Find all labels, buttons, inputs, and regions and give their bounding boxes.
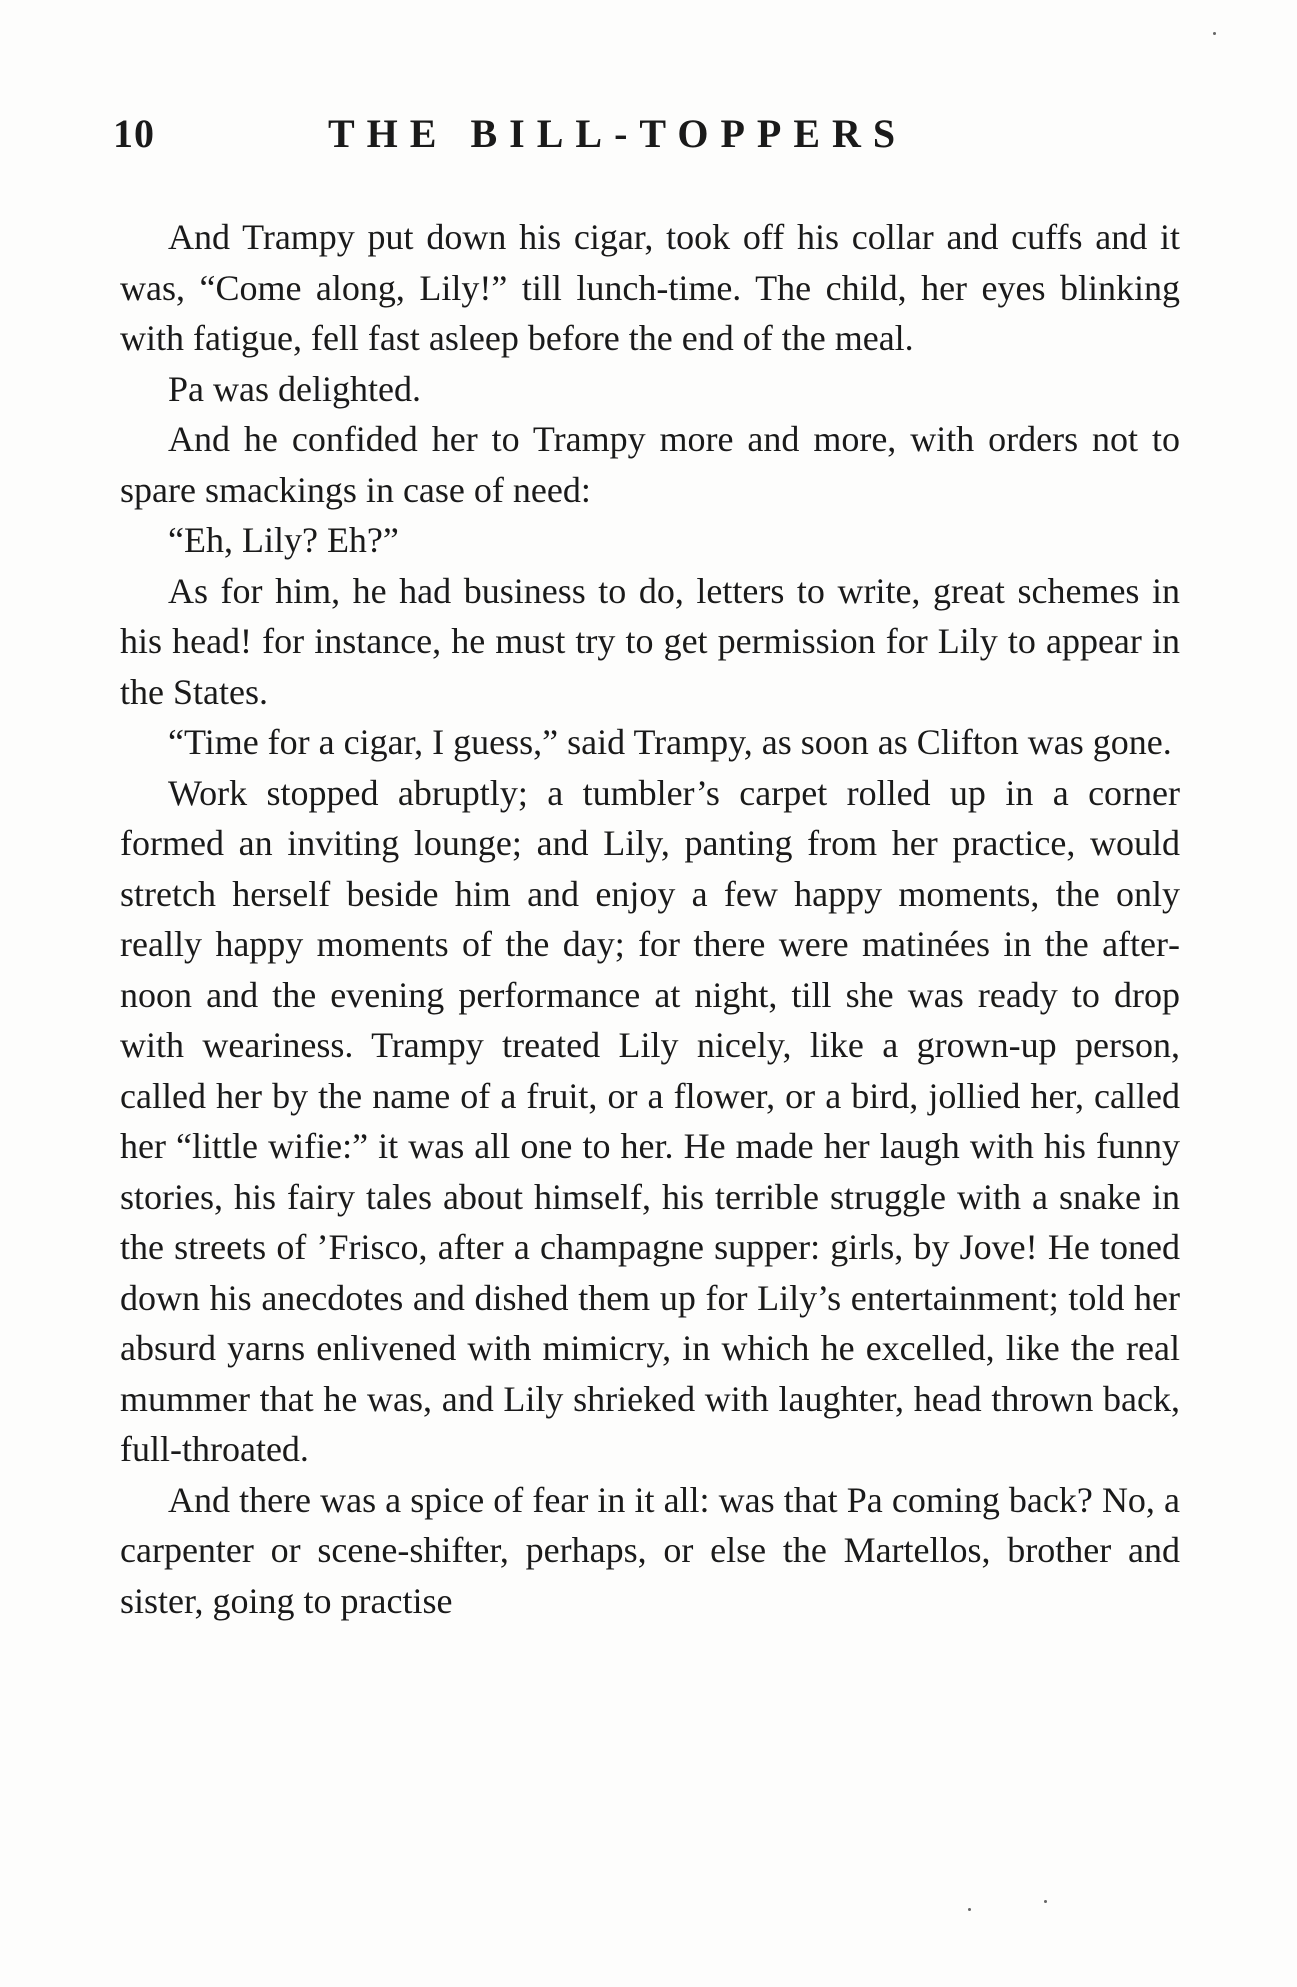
paragraph: As for him, he had business to do, letters to write, great schemes in his head! for instance, he must try to get permission for Lily to appear in the States.: [120, 570, 1180, 712]
running-title: THE BILL-TOPPERS: [328, 111, 908, 156]
paper-speck: [1044, 1900, 1047, 1903]
paragraph: And he confided her to Trampy more and more, with orders not to spare smackings in case of need:: [120, 419, 1180, 510]
running-head: [113, 104, 1173, 164]
paper-speck: [1213, 32, 1216, 35]
page-number: 10: [113, 111, 155, 156]
paper-speck: [968, 1908, 971, 1911]
paragraph: “Eh, Lily? Eh?”: [168, 520, 399, 560]
paragraph: Work stopped abruptly; a tumbler’s carpet rolled up in a corner formed an inviting lounge; and Lily, panting from her practice, would stretch herself beside him and enjoy a few happy moments, the only really happy moments of the day; for there were matinées in the afternoon and the evening performance at night, till she was ready to drop with weariness. Trampy treated Lily nicely, like a grown-up person, called her by the name of a fruit, or a flower, or a bird, jollied her, called her “little wifie:” it was all one to her. He made her laugh with his funny stories, his fairy tales about himself, his terrible struggle with a snake in the streets of ’Frisco, after a champagne supper: girls, by Jove! He toned down his anecdotes and dished them up for Lily’s entertainment; told her absurd yarns enlivened with mimicry, in which he excelled, like the real mummer that he was, and Lily shrieked with laughter, head thrown back, full-throated.: [120, 772, 1180, 1469]
body-text: [120, 212, 1180, 1626]
paragraph: And there was a spice of fear in it all: was that Pa coming back? No, a carpenter or scene-shifter, perhaps, or else the Martellos, brother and sister, going to practise: [120, 1479, 1180, 1621]
paragraph: Pa was delighted.: [168, 368, 421, 409]
paragraph: “Time for a cigar, I guess,” said Trampy, as soon as Clifton was gone.: [168, 722, 1172, 762]
paragraph: And Trampy put down his cigar, took off his collar and cuffs and it was, “Come along, Lily!” till lunch-time. The child, her eyes blinking with fatigue, fell fast asleep before the end of the meal.: [120, 217, 1180, 358]
